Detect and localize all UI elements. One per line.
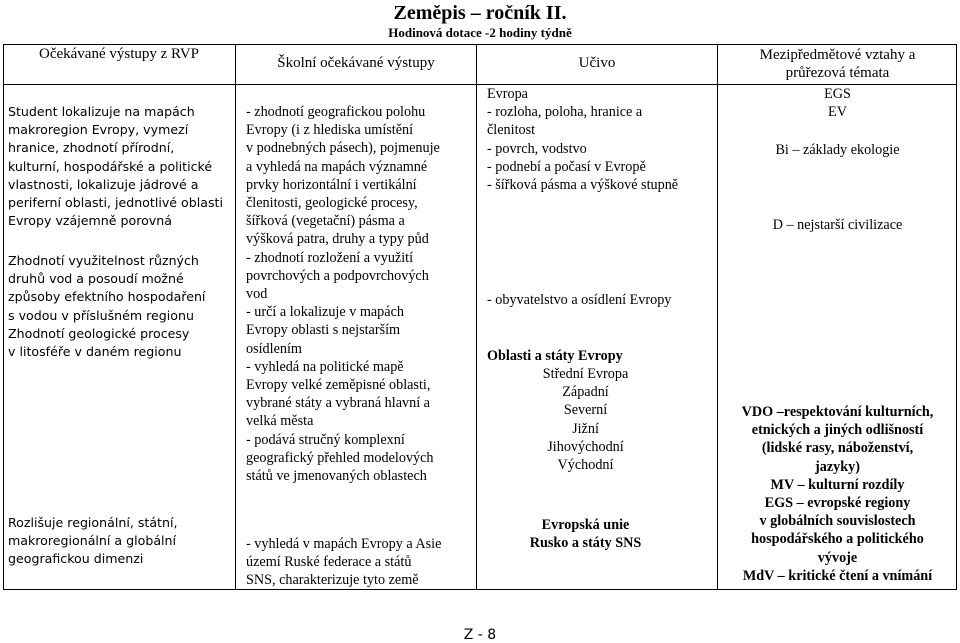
- text-line: hranice, zhodnotí přírodní,: [8, 140, 175, 156]
- text-line: Evropy oblasti s nejstarším: [246, 322, 401, 339]
- text-line: MV – kulturní rozdíly: [770, 476, 905, 493]
- text-line: s vodou v příslušném regionu: [8, 307, 194, 323]
- ucivo-europe: [487, 85, 678, 194]
- text-line: - určí a lokalizuje v mapách: [246, 304, 404, 321]
- column-divider: [476, 44, 477, 590]
- list-item: Severní: [563, 402, 608, 419]
- text-line: Zhodnotí geologické procesy: [8, 325, 190, 341]
- text-line: Evropy vzájemně porovná: [8, 213, 172, 229]
- text-line: - podává stručný komplexní: [246, 431, 405, 448]
- cross-egs-ev: [718, 85, 957, 121]
- rvp-block-dimensions: [8, 514, 177, 569]
- text-line: a vyhledá na mapách významné: [246, 158, 428, 175]
- text-line: - zhodnotí geografickou polohu: [246, 104, 426, 120]
- text-line: kulturní, hospodářské a politické: [8, 158, 213, 174]
- text-line: způsoby efektního hospodaření: [8, 289, 206, 305]
- header-cross-line: Mezipředmětové vztahy a: [759, 47, 916, 63]
- header-cross-line: průřezová témata: [785, 65, 890, 81]
- page-number: Z - 8: [463, 627, 497, 643]
- header-ucivo: Učivo: [578, 55, 616, 71]
- text-line: makroregionální a globální: [8, 533, 177, 549]
- text-line: Rozlišuje regionální, státní,: [8, 515, 178, 530]
- text-line: vod: [246, 286, 268, 303]
- text-line: povrchových a podpovrchových: [246, 267, 429, 284]
- text-line: v globálních souvislostech: [759, 513, 916, 530]
- text-line: Zhodnotí využitelnost různých: [8, 253, 199, 268]
- text-line: v litosféře v daném regionu: [8, 344, 182, 360]
- text-line: vývoje: [817, 549, 858, 566]
- cross-biology: Bi – základy ekologie: [775, 142, 900, 158]
- text-line: - rozloha, poloha, hranice a: [487, 104, 643, 121]
- text-line: šířková (vegetační) pásma a: [246, 213, 405, 230]
- list-item: Jižní: [572, 420, 599, 437]
- text-line: osídlením: [246, 340, 302, 357]
- text-line: hospodářského a politického: [751, 531, 924, 548]
- text-line: prvky horizontální i vertikální: [246, 176, 417, 193]
- text-line: členitosti, geologické procesy,: [246, 195, 418, 212]
- text-line: - vyhledá v mapách Evropy a Asie: [246, 536, 442, 552]
- text-line: geografickou dimenzi: [8, 551, 144, 567]
- cross-history: D – nejstarší civilizace: [772, 217, 903, 233]
- text-line: (lidské rasy, náboženství,: [761, 440, 914, 457]
- text-line: vlastnosti, lokalizuje jádrové a: [8, 176, 199, 192]
- text-line: členitost: [487, 122, 536, 139]
- cross-themes-block: [718, 403, 957, 585]
- text-line: - zhodnotí rozložení a využití: [246, 249, 414, 266]
- text-line: států ve jmenovaných oblastech: [246, 468, 427, 485]
- ucivo-heading: Rusko a státy SNS: [529, 535, 642, 552]
- text-line: velká města: [246, 413, 314, 430]
- text-line: - vyhledá na politické mapě: [246, 358, 404, 375]
- rvp-block-water: [8, 252, 205, 361]
- ucivo-eu-russia: [487, 516, 684, 552]
- column-divider: [235, 44, 236, 590]
- ucivo-regions-list: [487, 365, 684, 474]
- text-line: VDO –respektování kulturních,: [741, 404, 934, 420]
- list-item: Jihovýchodní: [547, 438, 624, 455]
- header-cross-curricular: [718, 46, 957, 82]
- text-line: výšková patra, druhy a typy půd: [246, 231, 429, 248]
- text-line: Evropy (i z hlediska umístění: [246, 122, 414, 139]
- text-line: území Ruské federace a států: [246, 554, 412, 571]
- page-title: Zeměpis – ročník II.: [393, 2, 567, 24]
- text-line: EGS – evropské regiony: [764, 495, 911, 512]
- text-line: etnických a jiných odlišností: [751, 422, 924, 439]
- text-line: v podnebných pásech), pojmenuje: [246, 140, 440, 157]
- text-line: - povrch, vodstvo: [487, 140, 587, 157]
- list-item: Střední Evropa: [542, 366, 629, 382]
- text-line: - podnebí a počasí v Evropě: [487, 158, 646, 175]
- school-outcomes-russia: [246, 535, 441, 590]
- header-rvp: Očekávané výstupy z RVP: [38, 46, 199, 62]
- text-line: vybrané státy a vybraná hlavní a: [246, 395, 430, 412]
- list-item: Východní: [557, 457, 614, 474]
- text-line: makroregion Evropy, vymezí: [8, 122, 189, 138]
- school-outcomes-block: [246, 103, 440, 485]
- text-line: - šířková pásma a výškové stupně: [487, 177, 679, 194]
- header-school-outcomes: Školní očekávané výstupy: [277, 55, 435, 71]
- text-line: periferní oblasti, jednotlivé oblasti: [8, 195, 223, 211]
- ucivo-heading: Evropa: [487, 86, 528, 102]
- ucivo-regions-heading: Oblasti a státy Evropy: [487, 348, 623, 364]
- text-line: MdV – kritické čtení a vnímání: [742, 567, 933, 584]
- text-line: Student lokalizuje na mapách: [8, 104, 195, 119]
- ucivo-heading: Evropská unie: [541, 517, 630, 533]
- rvp-block-europe: [8, 103, 223, 230]
- text-line: SNS, charakterizuje tyto země: [246, 572, 419, 589]
- cross-code: EV: [828, 104, 847, 121]
- hours-subtitle: Hodinová dotace -2 hodiny týdně: [388, 25, 572, 40]
- text-line: jazyky): [815, 458, 860, 475]
- text-line: geografický přehled modelových: [246, 449, 434, 466]
- text-line: Evropy velké zeměpisné oblasti,: [246, 377, 431, 394]
- cross-code: EGS: [824, 86, 851, 102]
- ucivo-population: - obyvatelstvo a osídlení Evropy: [487, 292, 672, 308]
- text-line: druhů vod a posoudí možné: [8, 271, 184, 287]
- list-item: Západní: [562, 384, 609, 401]
